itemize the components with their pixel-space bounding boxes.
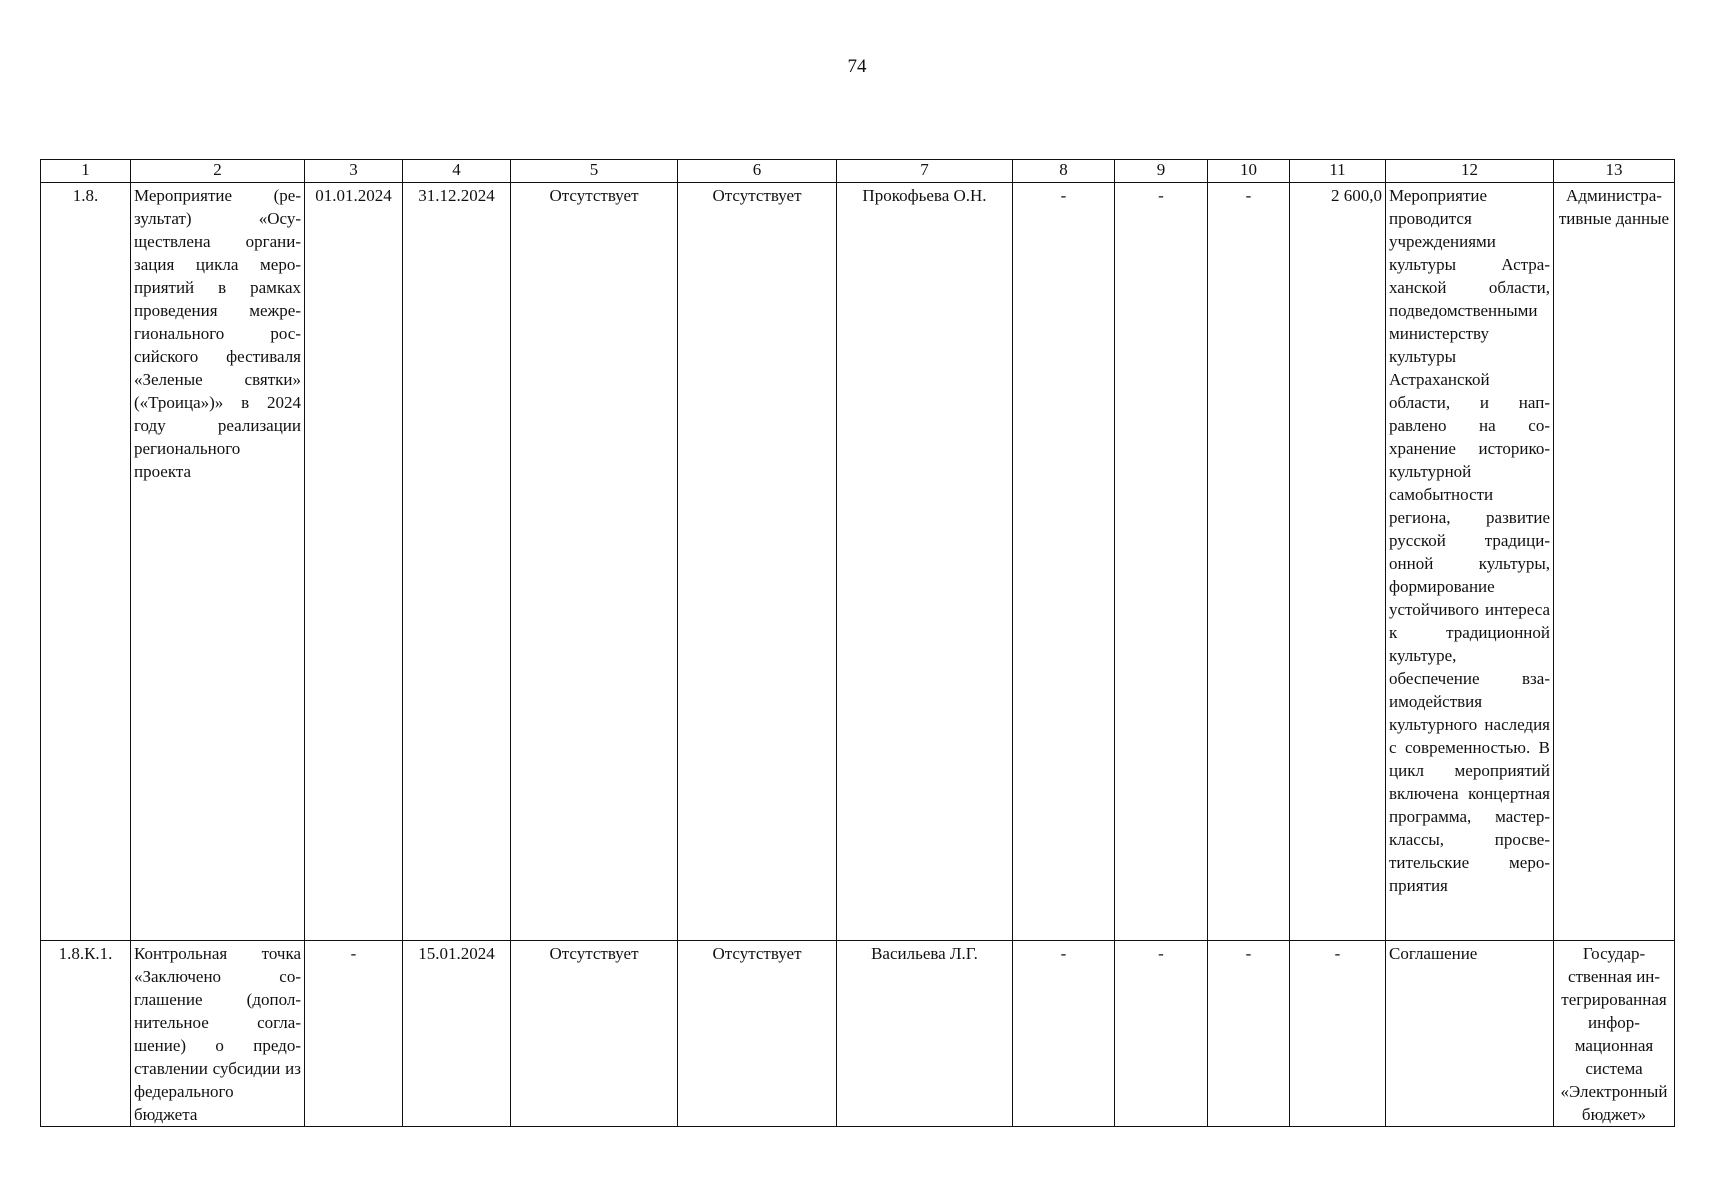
activity-name: Контрольная точка «Заключено соглашение (дополнительное соглашение) о предоставлении субсидии из федерального бюджета xyxy=(131,941,305,1127)
start-date: - xyxy=(305,941,403,1127)
responsible-person: Васильева Л.Г. xyxy=(837,941,1013,1127)
header-row xyxy=(41,160,1675,183)
plan-table xyxy=(40,159,1675,1127)
col8-value: - xyxy=(1013,941,1115,1127)
table-row xyxy=(41,183,1675,941)
header-cell-6: 6 xyxy=(678,160,837,183)
header-cell-10: 10 xyxy=(1208,160,1290,183)
activity-name: Мероприятие (результат) «Осуществлена организация цикла мероприятий в рамках проведения межрегионального российского фестиваля «Зеленые святки» («Троица»)» в 2024 году реализации регионального проекта xyxy=(131,183,305,941)
col8-value: - xyxy=(1013,183,1115,941)
header-cell-3: 3 xyxy=(305,160,403,183)
table-row xyxy=(41,941,1675,1127)
header-cell-9: 9 xyxy=(1115,160,1208,183)
end-date: 15.01.2024 xyxy=(403,941,511,1127)
budget-value: 2 600,0 xyxy=(1290,183,1386,941)
col6-value: Отсутствует xyxy=(678,183,837,941)
header-cell-8: 8 xyxy=(1013,160,1115,183)
activity-description: Мероприятие проводится учреждениями культуры Астраханской области, подведомственными министерству культуры Астраханской области, и направлено на сохранение историко-культурной самобытности региона, развитие русской традиционной культуры, формирование устойчивого интереса к традиционной культуре, обеспечение взаимодействия культурного наследия с современностью. В цикл мероприятий включена концертная программа, мастер-классы, просветительские мероприятия xyxy=(1386,183,1554,941)
header-cell-11: 11 xyxy=(1290,160,1386,183)
header-cell-2: 2 xyxy=(131,160,305,183)
header-cell-7: 7 xyxy=(837,160,1013,183)
start-date: 01.01.2024 xyxy=(305,183,403,941)
responsible-person: Прокофьева О.Н. xyxy=(837,183,1013,941)
table-body xyxy=(41,183,1675,1127)
col10-value: - xyxy=(1208,183,1290,941)
col10-value: - xyxy=(1208,941,1290,1127)
col9-value: - xyxy=(1115,941,1208,1127)
row-number: 1.8.К.1. xyxy=(41,941,131,1127)
row-number: 1.8. xyxy=(41,183,131,941)
data-source: Государственная интегрированная информационная система «Электронный бюджет» xyxy=(1554,941,1675,1127)
header-cell-1: 1 xyxy=(41,160,131,183)
header-cell-4: 4 xyxy=(403,160,511,183)
budget-value: - xyxy=(1290,941,1386,1127)
header-cell-12: 12 xyxy=(1386,160,1554,183)
col5-value: Отсутствует xyxy=(511,941,678,1127)
header-cell-13: 13 xyxy=(1554,160,1675,183)
col9-value: - xyxy=(1115,183,1208,941)
page-number: 74 xyxy=(847,56,867,77)
end-date: 31.12.2024 xyxy=(403,183,511,941)
table-header xyxy=(41,160,1675,183)
col6-value: Отсутствует xyxy=(678,941,837,1127)
col5-value: Отсутствует xyxy=(511,183,678,941)
header-cell-5: 5 xyxy=(511,160,678,183)
data-source: Административные данные xyxy=(1554,183,1675,941)
activity-description: Соглашение xyxy=(1386,941,1554,1127)
